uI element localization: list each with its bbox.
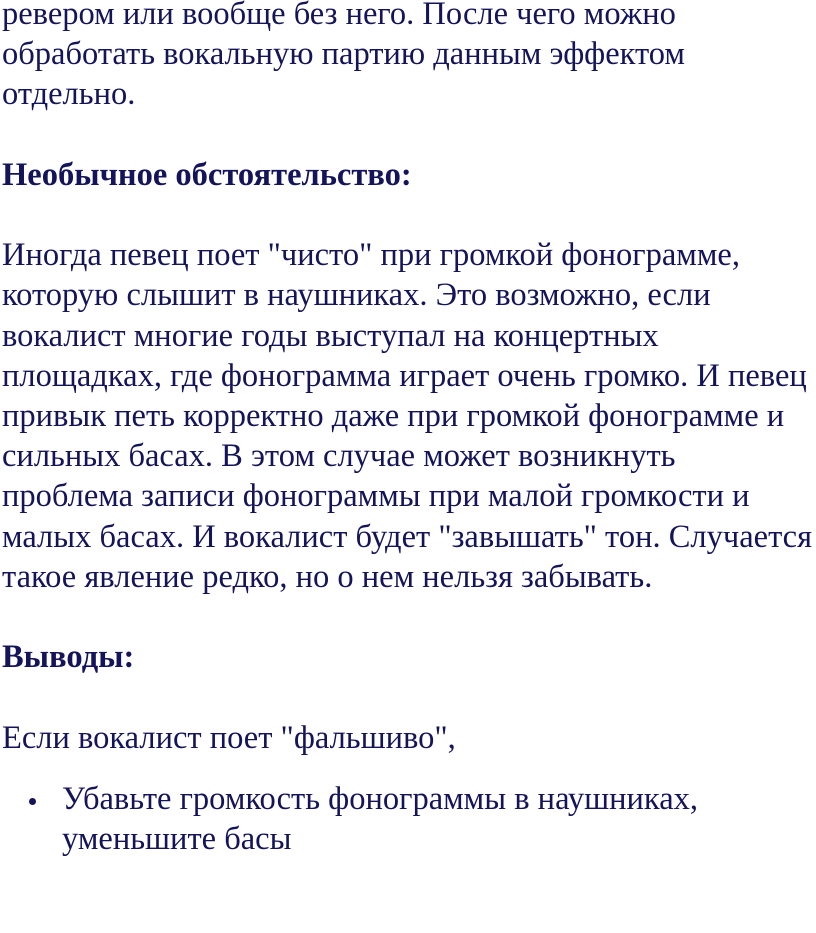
bullet-list bbox=[2, 779, 814, 859]
document-page bbox=[2, 0, 814, 859]
list-item bbox=[2, 779, 814, 859]
section-paragraph-unusual: Иногда певец поет "чисто" при громкой фонограмме, которую слышит в наушниках. Это возможно, если вокалист многие годы выступал на концертных площадках, где фонограмма играет очень громко. И певец привык петь корректно даже при громкой фонограмме и сильных басах. В этом случае может возникнуть проблема записи фонограммы при малой громкости и малых басах. И вокалист будет "завышать" тон. Случается такое явление редко, но о нем нельзя забывать. bbox=[2, 237, 813, 595]
list-item-text: Убавьте громкость фонограммы в наушниках, уменьшите басы bbox=[62, 780, 699, 857]
spacer bbox=[2, 597, 814, 637]
section-paragraph-conclusions: Если вокалист поет "фальшиво", bbox=[2, 719, 456, 756]
spacer bbox=[2, 115, 814, 155]
bullet-icon bbox=[29, 798, 36, 805]
section-heading-conclusions: Выводы: bbox=[2, 639, 135, 676]
spacer bbox=[2, 195, 814, 235]
section-heading-unusual: Необычное обстоятельство: bbox=[2, 156, 412, 193]
spacer bbox=[2, 677, 814, 717]
intro-paragraph: ревером или вообще без него. После чего можно обработать вокальную партию данным эффектом отдельно. bbox=[2, 0, 685, 113]
